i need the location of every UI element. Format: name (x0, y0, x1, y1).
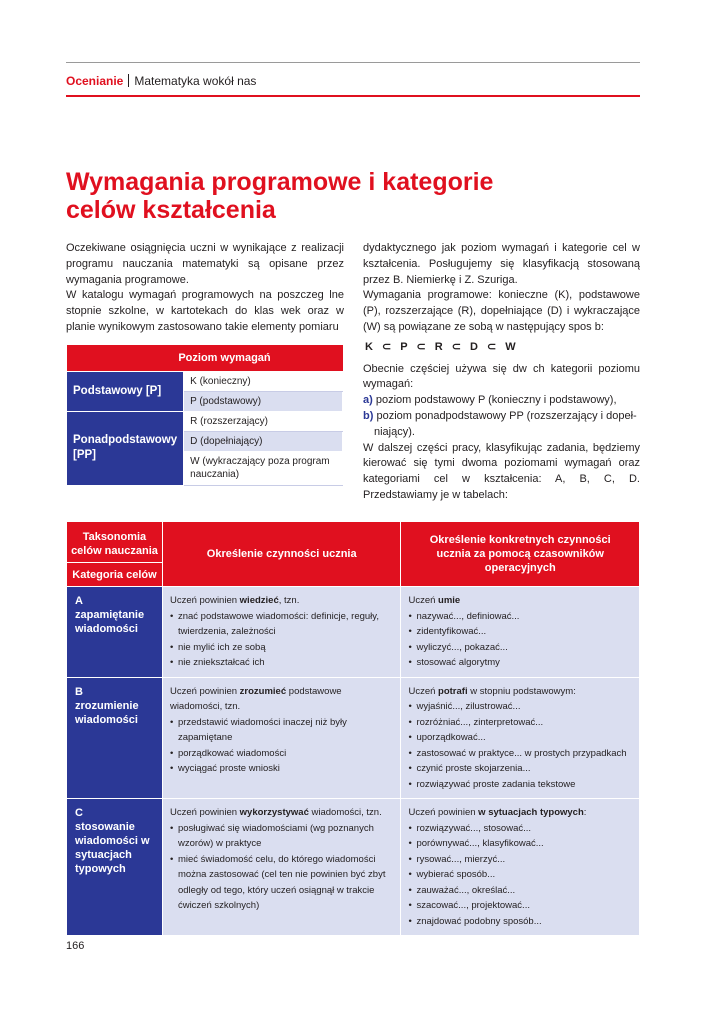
category-letter: C (75, 807, 83, 819)
intro-text: wiadomości, tzn. (308, 807, 382, 818)
operational-list (408, 609, 632, 671)
header-separator (128, 74, 129, 87)
category-name: zrozumienie wiadomości (75, 699, 139, 726)
list-item: • zastosować w praktyce... w prostych przypadkach (408, 746, 632, 762)
activity-cell (162, 587, 401, 678)
taxonomy-table (66, 521, 640, 936)
requirements-level-table (66, 345, 343, 486)
level-group-basic: Podstawowy [P] (67, 371, 184, 411)
intro-text: Uczeń powinien (169, 685, 240, 697)
intro-text: w stopniu podstawowym: (467, 685, 576, 697)
intro-text: , tzn. (278, 595, 300, 606)
operational-cell (401, 677, 640, 799)
right-column (363, 241, 640, 504)
level-table-header: Poziom wymagań (67, 345, 343, 371)
header-rule (66, 95, 640, 97)
right-paragraph-1: dydaktycznego jak poziom wymagań i kategorie cel w kształcenia. Posługujemy się klasyfikacją stosowaną przez B. Niemierkę i Z. Szuriga. (363, 242, 640, 286)
item-b-continuation: niający). (374, 425, 415, 438)
operational-intro (408, 684, 632, 700)
table-row (67, 677, 640, 799)
operational-intro (408, 805, 632, 821)
right-paragraph-2: Wymagania programowe: konieczne (K), podstawowe (P), rozszerzające (R), dopełniające (D) i wykraczające (W) są powiązane ze sobą w następujący spos b: (363, 289, 640, 333)
intro-keyword: wykorzystywać (239, 807, 309, 818)
intro-keyword: potrafi (438, 685, 468, 697)
list-item: • wyciągać proste wnioski (170, 761, 394, 777)
level-item: R (rozszerzający) (184, 411, 343, 431)
left-paragraph-1: Oczekiwane osiągnięcia uczni w wynikające z realizacji programu nauczania matematyki są opisane przez wymagania programowe. (66, 242, 344, 286)
list-item: • wybierać sposób... (408, 867, 632, 883)
intro-text: podstawowe wiadomości, tzn. (169, 685, 342, 712)
header-category: Kategoria celów (67, 563, 163, 587)
table-row (67, 587, 640, 678)
activity-intro (170, 805, 394, 821)
item-b-label: b) (363, 409, 374, 422)
activity-list (170, 821, 394, 914)
list-item: • nie zniekształcać ich (170, 655, 394, 671)
intro-text: Uczeń (408, 685, 439, 697)
operational-cell (401, 587, 640, 678)
level-item: D (dopełniający) (184, 431, 343, 451)
page-number: 166 (66, 940, 85, 952)
list-item: • przedstawić wiadomości inaczej niż były zapamiętane (170, 715, 394, 746)
header-operational: Określenie konkretnych czynności ucznia za pomocą czasowników operacyjnych (401, 522, 640, 587)
item-a-label: a) (363, 394, 373, 407)
inclusion-formula: K ⊂ P ⊂ R ⊂ D ⊂ W (365, 340, 519, 353)
list-item: • mieć świadomość celu, do którego wiadomości można zastosować (cel ten nie powinien być zbyt odległy od tego, który uczeń osiągnął w trakcie ćwiczeń szkolnych) (170, 852, 394, 914)
list-item: • znajdować podobny sposób... (408, 914, 632, 930)
list-item: • rozróżniać..., zinterpretować... (408, 715, 632, 731)
left-paragraph-2: W katalogu wymagań programowych na poszczeg lne stopnie szkolne, w kartotekach do klas wek oraz w planie wynikowym zastosowano takie elementy pomiaru (66, 289, 344, 333)
activity-intro (170, 593, 394, 609)
intro-keyword: umie (438, 595, 461, 606)
list-item: • stosować algorytmy (408, 655, 632, 671)
category-cell (67, 677, 163, 799)
activity-cell (162, 799, 401, 936)
top-rule (66, 62, 640, 63)
list-item: • szacować..., projektować... (408, 898, 632, 914)
intro-keyword: wiedzieć (239, 595, 279, 606)
item-a-text: poziom podstawowy P (konieczny i podstawowy), (375, 394, 617, 407)
intro-text: Uczeń powinien (169, 595, 240, 606)
category-letter: A (75, 595, 83, 607)
header-section: Ocenianie (66, 74, 124, 88)
header-taxonomy: Taksonomia celów nauczania (67, 522, 163, 563)
intro-keyword: w sytuacjach typowych (478, 807, 584, 818)
list-item: • czynić proste skojarzenia... (408, 761, 632, 777)
level-group-advanced: Ponadpodstawowy [PP] (67, 411, 184, 485)
running-header (66, 74, 256, 88)
operational-cell (401, 799, 640, 936)
list-item: • wyjaśnić..., zilustrować... (408, 699, 632, 715)
list-item: • nazywać..., definiować... (408, 609, 632, 625)
operational-list (408, 699, 632, 792)
intro-text: Uczeń powinien (169, 807, 240, 818)
list-item-b (363, 409, 640, 425)
table-row (67, 799, 640, 936)
intro-text: Uczeń (408, 595, 439, 606)
operational-intro (408, 593, 632, 609)
list-item: • wyliczyć..., pokazać... (408, 640, 632, 656)
category-name: zapamiętanie wiadomości (75, 609, 145, 635)
list-item: • znać podstawowe wiadomości: definicje, reguły, twierdzenia, zależności (170, 609, 394, 640)
list-item: • posługiwać się wiadomościami (wg poznanych wzorów) w praktyce (170, 821, 394, 852)
list-item: • nie mylić ich ze sobą (170, 640, 394, 656)
page-title (66, 168, 626, 224)
level-item: P (podstawowy) (184, 391, 343, 411)
category-cell (67, 587, 163, 678)
activity-list (170, 609, 394, 671)
list-item: • zauważać..., określać... (408, 883, 632, 899)
right-paragraph-3: Obecnie częściej używa się dw ch kategorii poziomu wymagań: (363, 362, 640, 391)
activity-intro (170, 684, 394, 715)
list-item: • rysować..., mierzyć... (408, 852, 632, 868)
left-column (66, 241, 344, 336)
title-line-1: Wymagania programowe i kategorie (66, 168, 494, 196)
list-item-a (363, 393, 640, 409)
list-item: • porządkować wiadomości (170, 746, 394, 762)
category-cell (67, 799, 163, 936)
operational-list (408, 821, 632, 930)
right-paragraph-4: W dalszej części pracy, klasyfikując zadania, będziemy kierować się tymi dwoma poziomami wymagań oraz kategoriami cel w kształcenia: A, B, C, D. Przedstawiamy je w tabelach: (363, 441, 640, 501)
activity-list (170, 715, 394, 777)
intro-keyword: zrozumieć (239, 685, 287, 697)
list-item: • zidentyfikować... (408, 624, 632, 640)
item-b-text: poziom ponadpodstawowy PP (rozszerzający i dopeł- (376, 409, 637, 422)
list-item: • porównywać..., klasyfikować... (408, 836, 632, 852)
level-item: K (konieczny) (184, 371, 343, 391)
list-item: • rozwiązywać proste zadania tekstowe (408, 777, 632, 793)
header-activity: Określenie czynności ucznia (162, 522, 401, 587)
list-item: • rozwiązywać..., stosować... (408, 821, 632, 837)
intro-text: Uczeń powinien (408, 807, 479, 818)
intro-text: : (583, 807, 587, 818)
level-item: W (wykraczający poza program nauczania) (184, 451, 343, 485)
category-name: stosowanie wiadomości w sytuacjach typowych (75, 821, 150, 875)
activity-cell (162, 677, 401, 799)
list-item: • uporządkować... (408, 730, 632, 746)
title-line-2: celów kształcenia (66, 196, 276, 224)
category-letter: B (75, 685, 83, 698)
header-subject: Matematyka wokół nas (134, 74, 257, 88)
